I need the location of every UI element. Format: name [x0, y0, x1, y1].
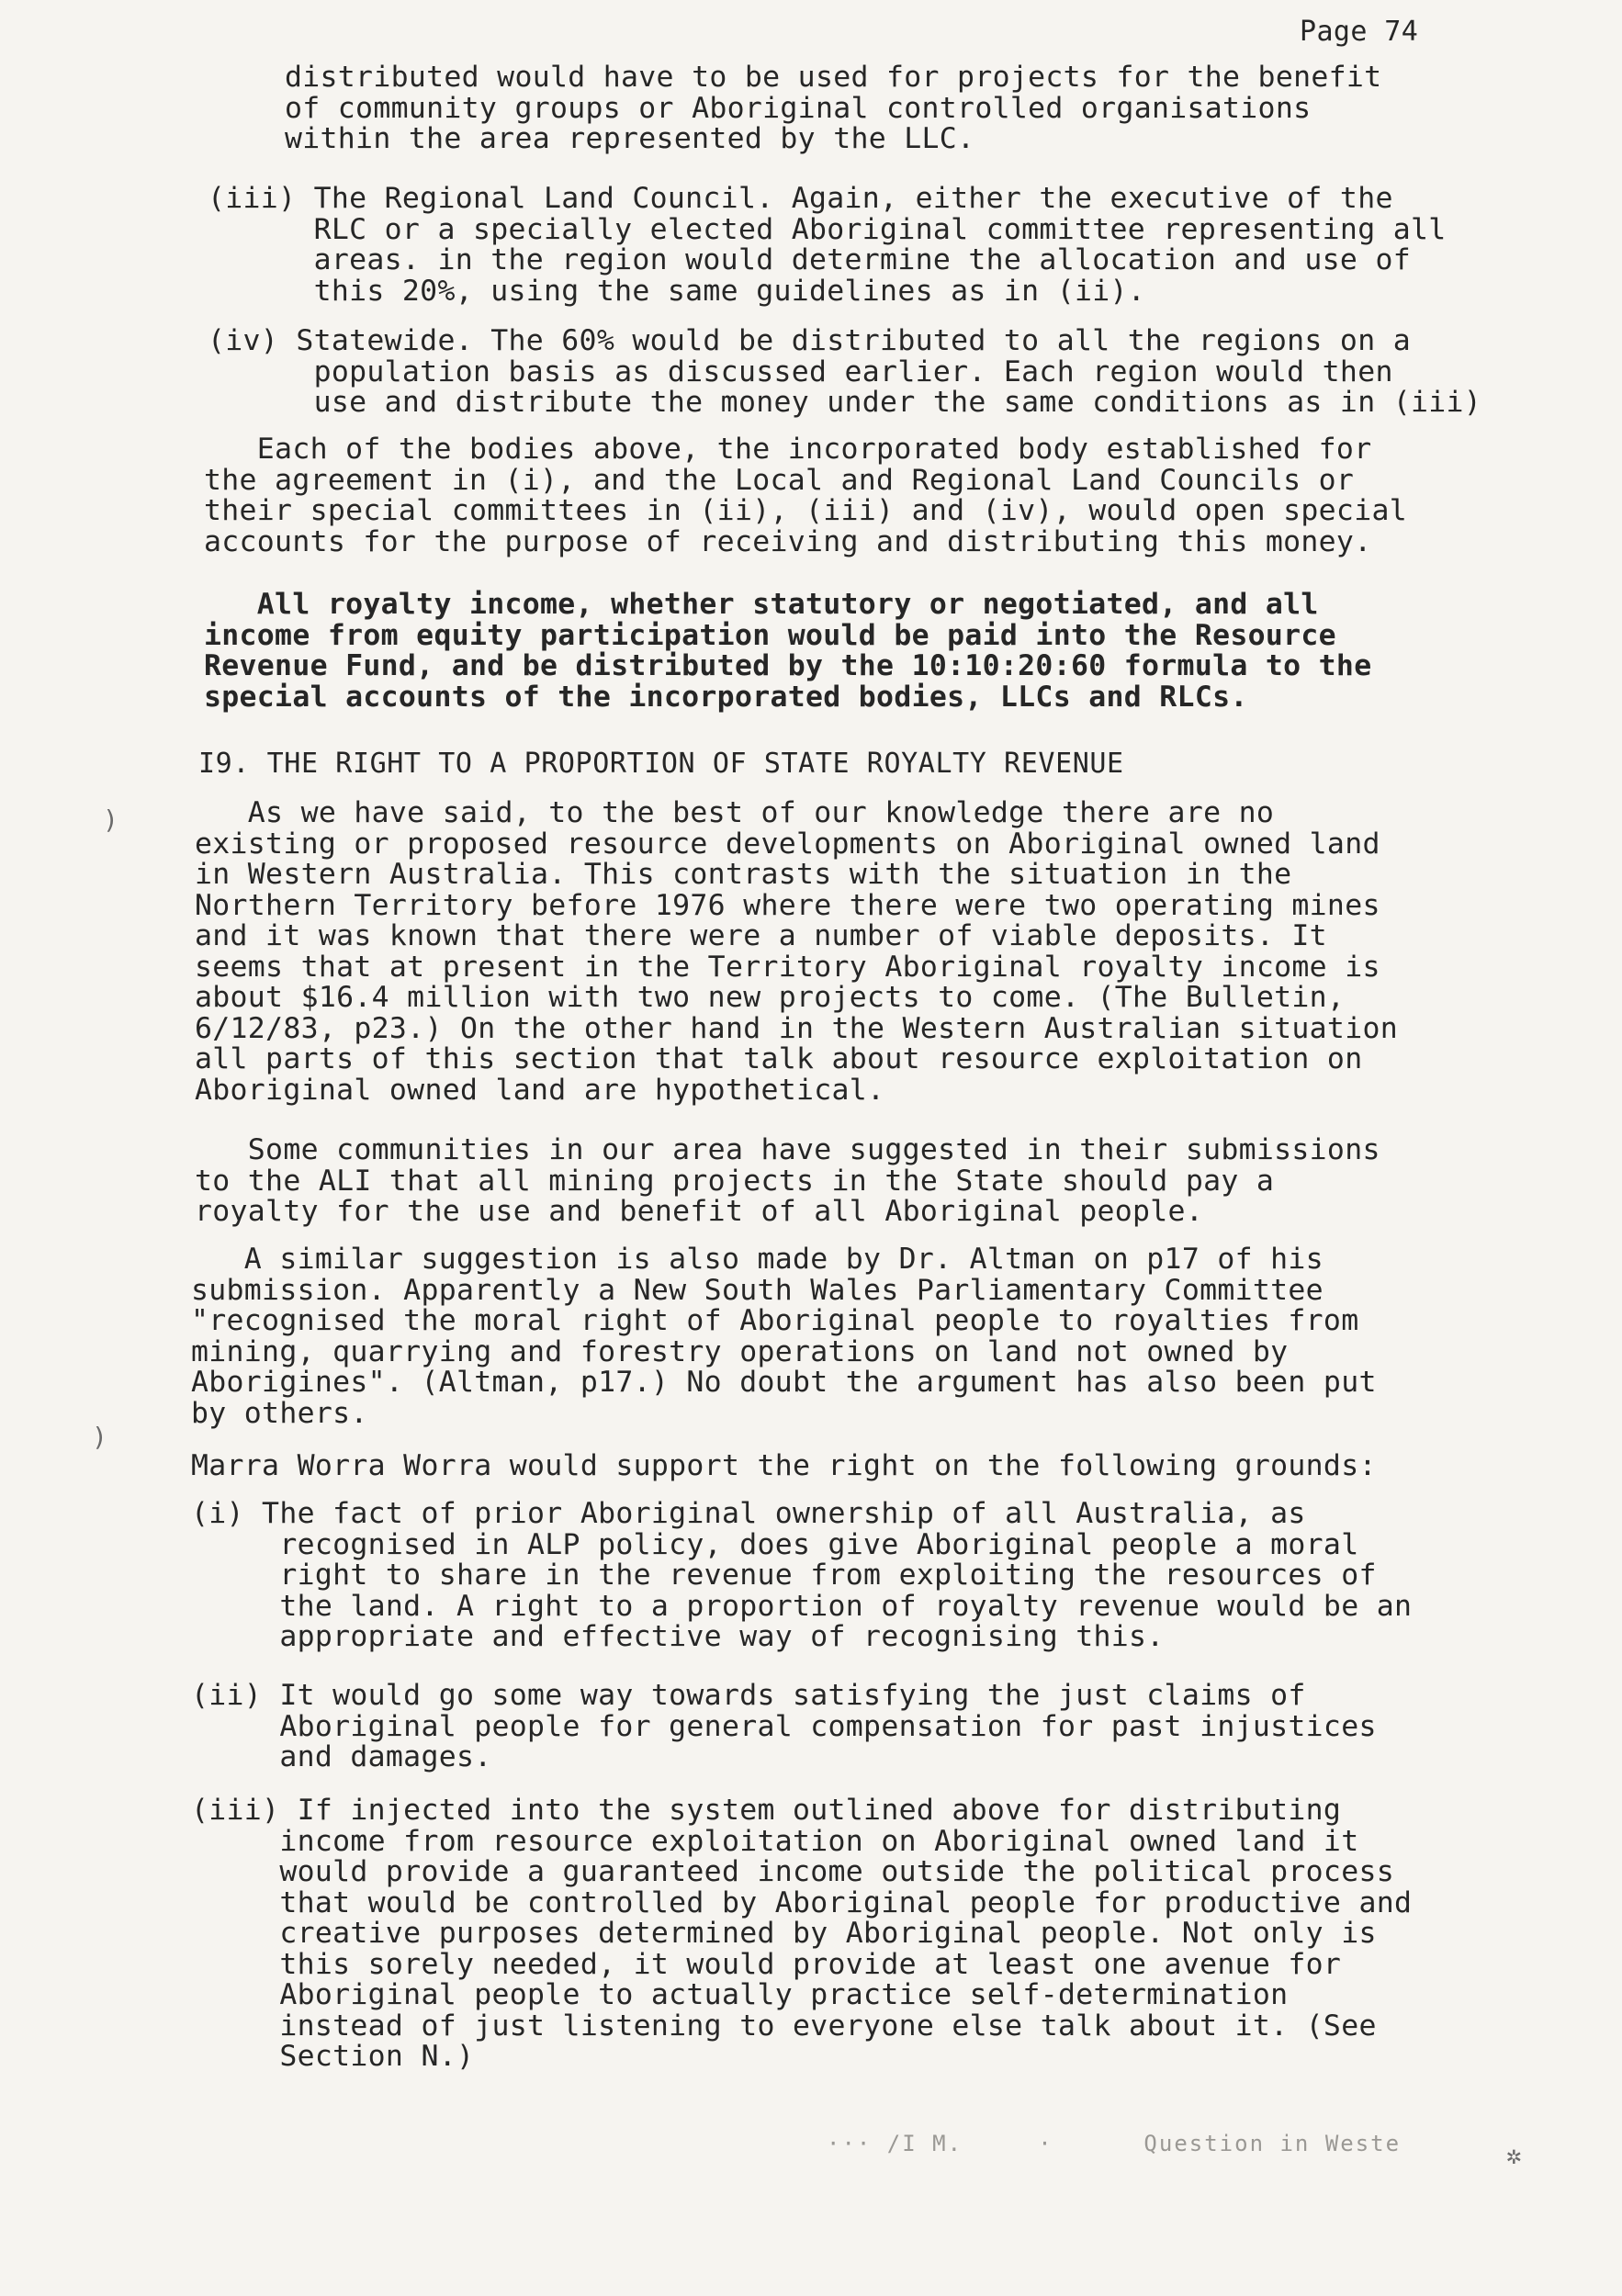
margin-mark-icon: ) [103, 805, 118, 835]
ink-blot-icon: ✲ [1506, 2140, 1522, 2170]
paragraph-royalty-income: All royalty income, whether statutory or negotiated, and all income from equity participation would be paid into the Resource Revenue Fund, and be distributed by the 10:10:20:60 formula to the special accounts of the incorporated bodies, LLCs and RLCs. [204, 588, 1372, 714]
page-number: Page 74 [1300, 16, 1419, 48]
paragraph-communities: Some communities in our area have suggested in their submissions to the ALI that all mining projects in the State should pay a royalty for the use and benefit of all Aboriginal people. [195, 1133, 1380, 1228]
ground-iii-guaranteed-income: (iii) If injected into the system outlined above for distributing income from resource exploitation on Aboriginal owned land it would provide a guaranteed income outside the political process that would be controlled by Aboriginal people for productive and creative purposes determined by Aboriginal people. Not only is this sorely needed, it would provide at least one avenue for Aboriginal people to actually practice self-determination instead of just listening to everyone else talk about it. (See Section N.) [191, 1794, 1413, 2073]
paragraph-distributed: distributed would have to be used for projects for the benefit of community groups or Aboriginal controlled organisations within the area represented by the LLC. [285, 61, 1382, 155]
paragraph-each-of-the-bodies: Each of the bodies above, the incorporated body established for the agreement in (i), and the Local and Regional Land Councils or their special committees in (ii), (iii) and (iv), would open special accounts for the purpose of receiving and distributing this money. [204, 433, 1407, 558]
list-item-iv-statewide: (iv) Statewide. The 60% would be distributed to all the regions on a population basis as discussed earlier. Each region would then use and distribute the money under the same conditions as in (iii) [208, 324, 1482, 419]
paragraph-best-of-knowledge: As we have said, to the best of our knowledge there are no existing or proposed resource developments on Aboriginal owned land in Western Australia. This contrasts with the situation in the Northern Territory before 1976 where there were two operating mines and it was known that there were a number of viable deposits. It seems that at present in the Territory Aboriginal royalty income is about $16.4 million with two new projects to come. (The Bulletin, 6/12/83, p23.) On the other hand in the Western Australian situation all parts of this section that talk about resource exploitation on Aboriginal owned land are hypothetical. [195, 796, 1398, 1107]
section-heading: I9. THE RIGHT TO A PROPORTION OF STATE ROYALTY REVENUE [198, 748, 1124, 780]
ground-ii-compensation: (ii) It would go some way towards satisfying the just claims of Aboriginal people for general compensation for past injustices and damages. [191, 1679, 1377, 1773]
ground-i-prior-ownership: (i) The fact of prior Aboriginal ownership of all Australia, as recognised in ALP policy, does give Aboriginal people a moral right to share in the revenue from exploiting the resources of the land. A right to a proportion of royalty revenue would be an appropriate and effective way of recognising this. [191, 1497, 1413, 1653]
paragraph-marra-worra-worra: Marra Worra Worra would support the right on the following grounds: [191, 1449, 1377, 1482]
bleed-through-text: ··· /I M. · Question in Weste [827, 2131, 1402, 2156]
margin-mark-icon: ) [92, 1422, 107, 1452]
list-item-iii-regional-land-council: (iii) The Regional Land Council. Again, either the executive of the RLC or a specially elected Aboriginal committee representing all areas. in the region would determine the allocation and use of this 20%, using the same guidelines as in (ii). [208, 182, 1447, 308]
paragraph-altman: A similar suggestion is also made by Dr. Altman on p17 of his submission. Apparently a New South Wales Parliamentary Committee "recognised the moral right of Aboriginal people to royalties from mining, quarrying and forestry operations on land not owned by Aborigines". (Altman, p17.) No doubt the argument has also been put by others. [191, 1243, 1377, 1430]
